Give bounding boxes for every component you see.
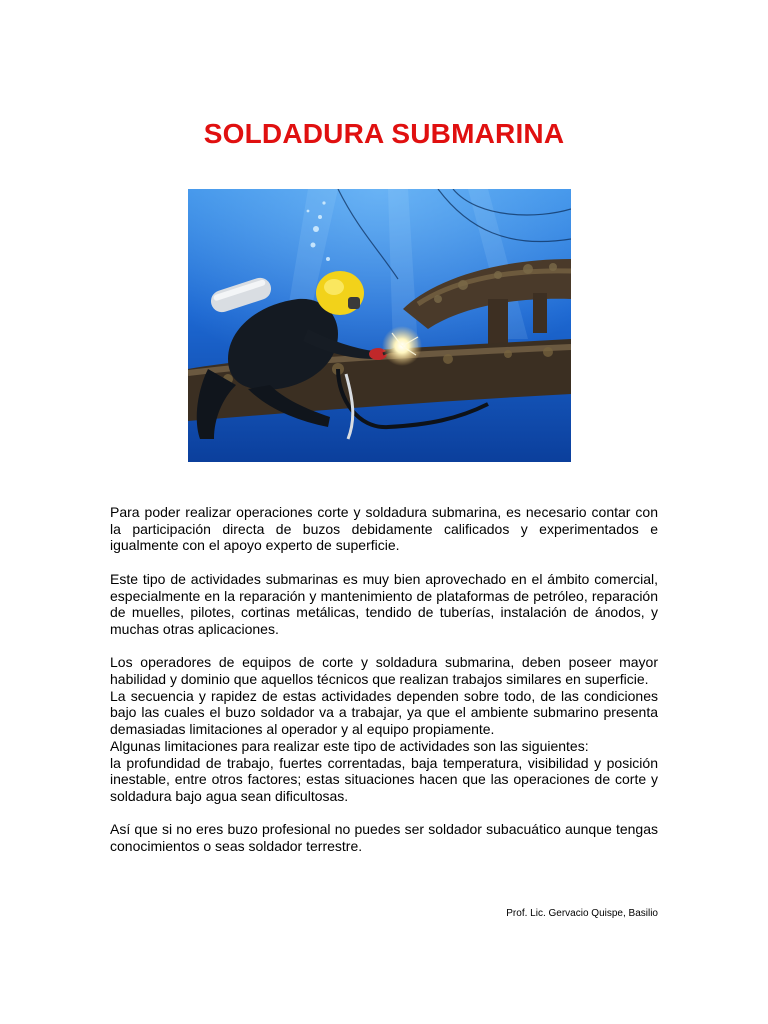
paragraph-conclusion: Así que si no eres buzo profesional no puedes ser soldador subacuático aunque tengas conocimientos o seas soldador terrestre. bbox=[110, 821, 658, 855]
underwater-welder-illustration bbox=[188, 189, 571, 462]
document-title: SOLDADURA SUBMARINA bbox=[203, 118, 565, 149]
paragraph-spacer bbox=[110, 805, 658, 822]
paragraph-sequence: La secuencia y rapidez de estas actividades dependen sobre todo, de las condiciones bajo las cuales el buzo soldador va a trabajar, ya que el ambiente submarino presenta demasiadas limitaciones al operador y al equipo propiamente. bbox=[110, 687, 658, 738]
paragraph-limitations-list: la profundidad de trabajo, fuertes correntadas, baja temperatura, visibilidad y posición inestable, entre otros factores; estas situaciones hacen que las operaciones de corte y soldadura bajo agua sean dificultosas. bbox=[110, 754, 658, 804]
document-body bbox=[110, 504, 658, 855]
paragraph-limitations-intro: Algunas limitaciones para realizar este tipo de actividades son las siguientes: bbox=[110, 737, 589, 754]
paragraph-operators: Los operadores de equipos de corte y soldadura submarina, deben poseer mayor habilidad y dominio que aquellos técnicos que realizan trabajos similares en superficie. bbox=[110, 654, 658, 687]
author-signature: Prof. Lic. Gervacio Quispe, Basilio bbox=[506, 908, 658, 919]
underwater-welder-photo bbox=[188, 189, 571, 462]
paragraph-applications: Este tipo de actividades submarinas es muy bien aprovechado en el ámbito comercial, especialmente en la reparación y mantenimiento de plataformas de petróleo, reparación de muelles, pilotes, cortinas metálicas, tendido de tuberías, instalación de ánodos, y muchas otras aplicaciones. bbox=[110, 570, 658, 637]
paragraph-spacer bbox=[110, 638, 658, 655]
paragraph-intro: Para poder realizar operaciones corte y soldadura submarina, es necesario contar con la participación directa de buzos debidamente calificados y experimentados e igualmente con el apoyo experto de superficie. bbox=[110, 504, 658, 554]
paragraph-spacer bbox=[110, 554, 658, 571]
